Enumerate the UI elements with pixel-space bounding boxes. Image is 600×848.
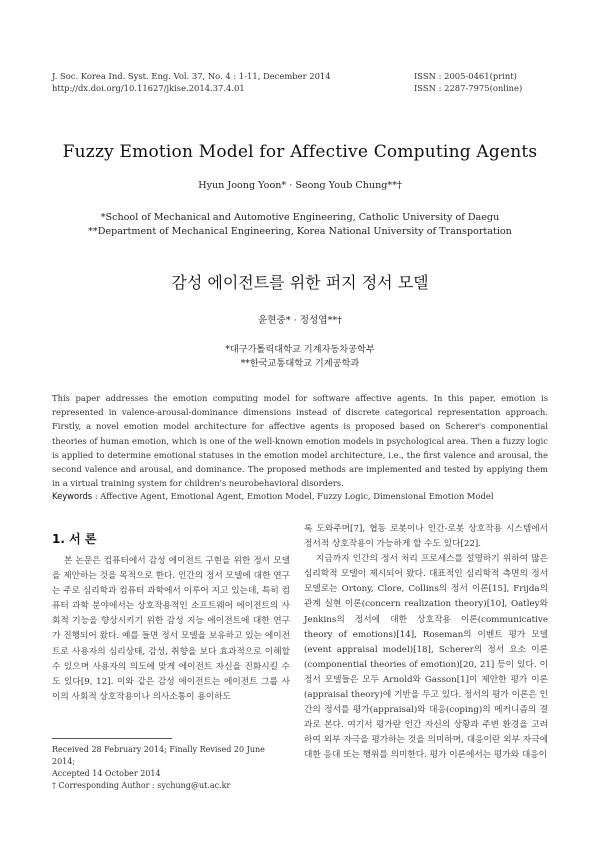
body-column-left [52, 554, 290, 705]
affiliations-ko [0, 343, 600, 371]
keywords-text: : Affective Agent, Emotional Agent, Emotion Model, Fuzzy Logic, Dimensional Emotion Model [94, 491, 494, 501]
paragraph: 지금까지 인간의 정서 처리 프로세스를 설명하기 위하여 많은 심리학적 모델이 제시되어 왔다. 대표적인 심리학적 측면의 정서 모델로는 Ortony, Clore, Collins의 정서 이론[15], Frijda의 관계 실현 이론(concern realization theory)[10], Oatley와 Jenkins의 정서에 대한 상호작용 이론(communicative theory of emotions)[14], Roseman의 이벤트 평가 모델(event appraisal model)[18], Scherer의 정서 요소 이론(componential theories of emotion)[20, 21] 등이 있다. 이 정서 모델들은 모두 Arnold와 Gasson[1]이 제안한 평가 이론(appraisal theory)에 기반을 두고 있다. 정서의 평가 이론은 인간의 정서를 평가(appraisal)와 대응(coping)의 메커니즘의 결과로 본다. 여기서 평가란 인간 자신의 상황과 주변 환경을 고려하여 외부 자극을 평가하는 것을 의미하며, 대응이란 외부 자극에 대한 응대 또는 행위를 의미한다. 평가 이론에서는 평가와 대응이 [304, 554, 548, 761]
issn-online: ISSN : 2287-7975(online) [414, 83, 523, 93]
affiliation-ko-2: **한국교통대학교 기계공학과 [240, 358, 360, 369]
body-column-right [304, 522, 548, 764]
journal-citation: J. Soc. Korea Ind. Syst. Eng. Vol. 37, No. 4 : 1-11, December 2014 [52, 71, 331, 81]
footnote-accepted: Accepted 14 October 2014 [52, 769, 161, 778]
abstract: This paper addresses the emotion computing model for software affective agents. In this paper, emotion is represented in valence-arousal-dominance dimensions instead of discrete categorical representation approach. Firstly, a novel emotion model architecture for affective agents is proposed based on Scherer's componential theories of human emotion, which is one of the well-known emotion models in psychological area. Then a fuzzy logic is applied to determine emotional statuses in the emotion model architecture, i.e., the first valence and arousal, the second valence and arousal, and dominance. The proposed methods are implemented and tested by applying them in a virtual training system for children's neurobehavioral disorders. [52, 393, 548, 489]
paper-title-ko: 감성 에이전트를 위한 퍼지 정서 모델 [171, 273, 429, 292]
footnote-corresponding: † Corresponding Author : sychung@ut.ac.kr [52, 781, 231, 790]
authors-ko: 윤현중* · 정성엽**† [258, 315, 342, 326]
affiliation-ko-1: *대구가톨릭대학교 기계자동차공학부 [225, 344, 375, 355]
affiliation-en-2: **Department of Mechanical Engineering, Korea National University of Transportation [88, 226, 512, 237]
paragraph: 본 논문은 컴퓨터에서 감성 에이전트 구현을 위한 정서 모델을 제안하는 것을 목적으로 한다. 인간의 정서 모델에 대한 연구는 주로 심리학과 컴퓨터 과학에서 이루어 지고 있는데, 특히 컴퓨터 과학 분야에서는 상호작용적인 소프트웨어 에이전트의 사회적 기능을 향상시키기 위한 감성 지능 에이전트에 대한 연구가 진행되어 왔다. 예를 들면 정서 모델을 보유하고 있는 에이전트로 사용자의 심리상태, 감성, 취향을 보다 효과적으로 이해할 수 있으며 사용자의 의도에 맞게 에이전트 자신을 진화시킬 수도 있다[9, 12]. 이와 같은 감성 에이전트는 에이전트 그룹 사이의 사회적 상호작용이나 의사소통이 용이하도 [52, 556, 290, 702]
journal-header [52, 70, 331, 94]
affiliations-en [0, 211, 600, 239]
footnote-received: Received 28 February 2014; Finally Revised 20 June 2014; [52, 745, 265, 766]
keywords-label: Keywords [52, 491, 93, 501]
paper-title-en: Fuzzy Emotion Model for Affective Computing Agents [62, 142, 538, 162]
keywords [52, 490, 548, 502]
authors-en: Hyun Joong Yoon* · Seong Youb Chung**† [198, 180, 402, 191]
section-heading: 1. 서 론 [52, 532, 97, 546]
paragraph: 록 도와주며[7], 협동 로봇이나 인간-로봇 상호작용 시스템에서 정서적 상호작용이 가능하게 할 수도 있다[22]. [304, 524, 548, 550]
footnotes [52, 744, 290, 792]
affiliation-en-1: *School of Mechanical and Automotive Engineering, Catholic University of Daegu [100, 212, 500, 223]
issn-block [414, 70, 534, 94]
footnote-divider [52, 738, 172, 739]
doi-link[interactable]: http://dx.doi.org/10.11627/jkise.2014.37.4.01 [52, 83, 245, 93]
issn-print: ISSN : 2005-0461(print) [414, 71, 517, 81]
